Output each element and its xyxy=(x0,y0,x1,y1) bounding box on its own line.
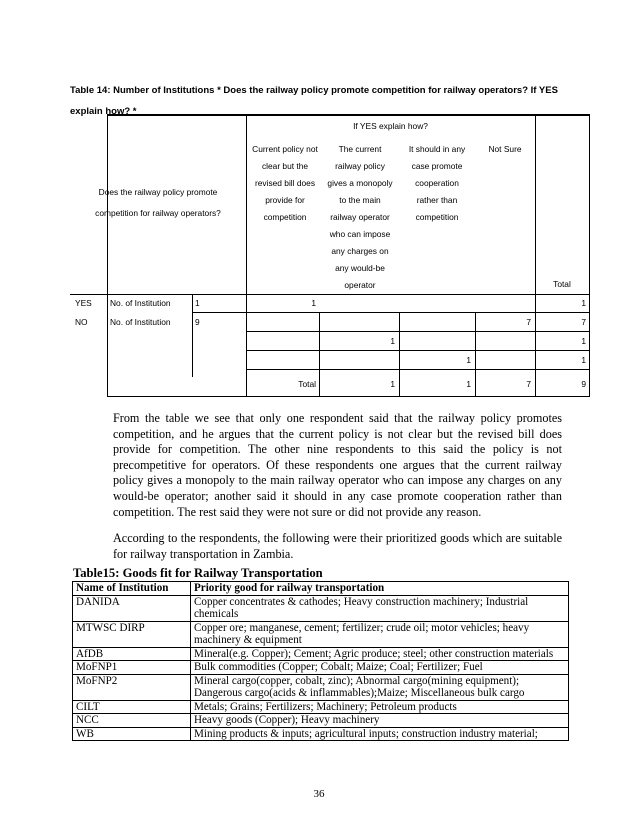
row1-c1: 1 xyxy=(311,298,316,308)
institution-name: AfDB xyxy=(73,647,191,661)
col-header-1: Current policy not clear but the revised bill does provide for competition xyxy=(252,144,318,222)
row2-answer: NO xyxy=(75,317,88,327)
row-header-line1: Does the railway policy promote xyxy=(98,187,218,197)
table-row xyxy=(73,674,569,700)
priority-goods: Heavy goods (Copper); Heavy machinery xyxy=(191,714,569,728)
priority-goods: Metals; Grains; Fertilizers; Machinery; Petroleum products xyxy=(191,700,569,714)
total-row-c4: 7 xyxy=(526,379,531,389)
table14-caption-line1: Table 14: Number of Institutions * Does the railway policy promote competition for railway operators? If YES xyxy=(70,85,558,96)
institution-name: WB xyxy=(73,727,191,741)
row3-total: 1 xyxy=(581,336,586,346)
table-row xyxy=(73,595,569,621)
row1-count: 1 xyxy=(195,298,200,308)
goods-table xyxy=(72,581,569,741)
table-row xyxy=(73,700,569,714)
institution-name: CILT xyxy=(73,700,191,714)
priority-goods: Mineral(e.g. Copper); Cement; Agric produce; steel; other construction materials xyxy=(191,647,569,661)
paragraph-findings: From the table we see that only one respondent said that the railway policy promotes competition, and he argues that the current policy is not clear but the revised bill does provide for competition. The other nine respondents to this said the policy is not precompetitive for operators. Of these respondents one argues that the current railway policy gives a monopoly to the main railway operator who can impose any charges on any would-be operator; another said it should in any case promote cooperation rather than competition. The rest said they were not sure or did not provide any reason. xyxy=(113,411,562,519)
total-row-total: 9 xyxy=(581,379,586,389)
col-header-3: It should in any case promote cooperation rather than competition xyxy=(408,144,466,222)
table14-caption-line2: explain how? * xyxy=(70,106,137,117)
col-header-2: The current railway policy gives a monopoly to the main railway operator who can impose any charges on any would-be operator xyxy=(327,144,393,290)
row3-c2: 1 xyxy=(390,336,395,346)
row1-label: No. of Institution xyxy=(110,298,171,308)
row4-total: 1 xyxy=(581,355,586,365)
total-row-label: Total xyxy=(298,379,316,389)
priority-goods: Copper concentrates & cathodes; Heavy construction machinery; Industrial chemicals xyxy=(191,595,569,621)
priority-goods: Mining products & inputs; agricultural inputs; construction industry material; xyxy=(191,727,569,741)
priority-goods: Copper ore; manganese, cement; fertilizer; crude oil; motor vehicles; heavy machinery & equipment xyxy=(191,621,569,647)
header-priority-goods: Priority good for railway transportation xyxy=(191,582,569,596)
row1-answer: YES xyxy=(75,298,92,308)
row2-c4: 7 xyxy=(526,317,531,327)
institution-name: MTWSC DIRP xyxy=(73,621,191,647)
row1-total: 1 xyxy=(581,298,586,308)
priority-goods: Mineral cargo(copper, cobalt, zinc); Abnormal cargo(mining equipment); Dangerous cargo(acids & inflammables);Maize; Miscellaneous bulk cargo xyxy=(191,674,569,700)
row2-label: No. of Institution xyxy=(110,317,171,327)
table-row xyxy=(73,661,569,675)
institution-name: DANIDA xyxy=(73,595,191,621)
total-row-c3: 1 xyxy=(466,379,471,389)
priority-goods: Bulk commodities (Copper; Cobalt; Maize; Coal; Fertilizer; Fuel xyxy=(191,661,569,675)
col-header-4: Not Sure xyxy=(488,144,522,154)
table-row xyxy=(73,647,569,661)
col-header-total: Total xyxy=(553,279,571,289)
header-institution: Name of Institution xyxy=(73,582,191,596)
total-row-c2: 1 xyxy=(390,379,395,389)
table-row xyxy=(73,727,569,741)
row2-count: 9 xyxy=(195,317,200,327)
row4-c3: 1 xyxy=(466,355,471,365)
goods-table-header-row xyxy=(73,582,569,596)
table-row xyxy=(73,714,569,728)
group-header: If YES explain how? xyxy=(353,121,428,131)
row2-total: 7 xyxy=(581,317,586,327)
institution-name: NCC xyxy=(73,714,191,728)
row-header-line2: competition for railway operators? xyxy=(95,208,221,218)
crosstab-table xyxy=(70,114,589,397)
paragraph-intro-goods: According to the respondents, the following were their prioritized goods which are suitable for railway transportation in Zambia. xyxy=(113,531,562,561)
table15-caption: Table15: Goods fit for Railway Transportation xyxy=(73,566,323,580)
institution-name: MoFNP2 xyxy=(73,674,191,700)
institution-name: MoFNP1 xyxy=(73,661,191,675)
page-number: 36 xyxy=(313,788,325,800)
table-row xyxy=(73,621,569,647)
